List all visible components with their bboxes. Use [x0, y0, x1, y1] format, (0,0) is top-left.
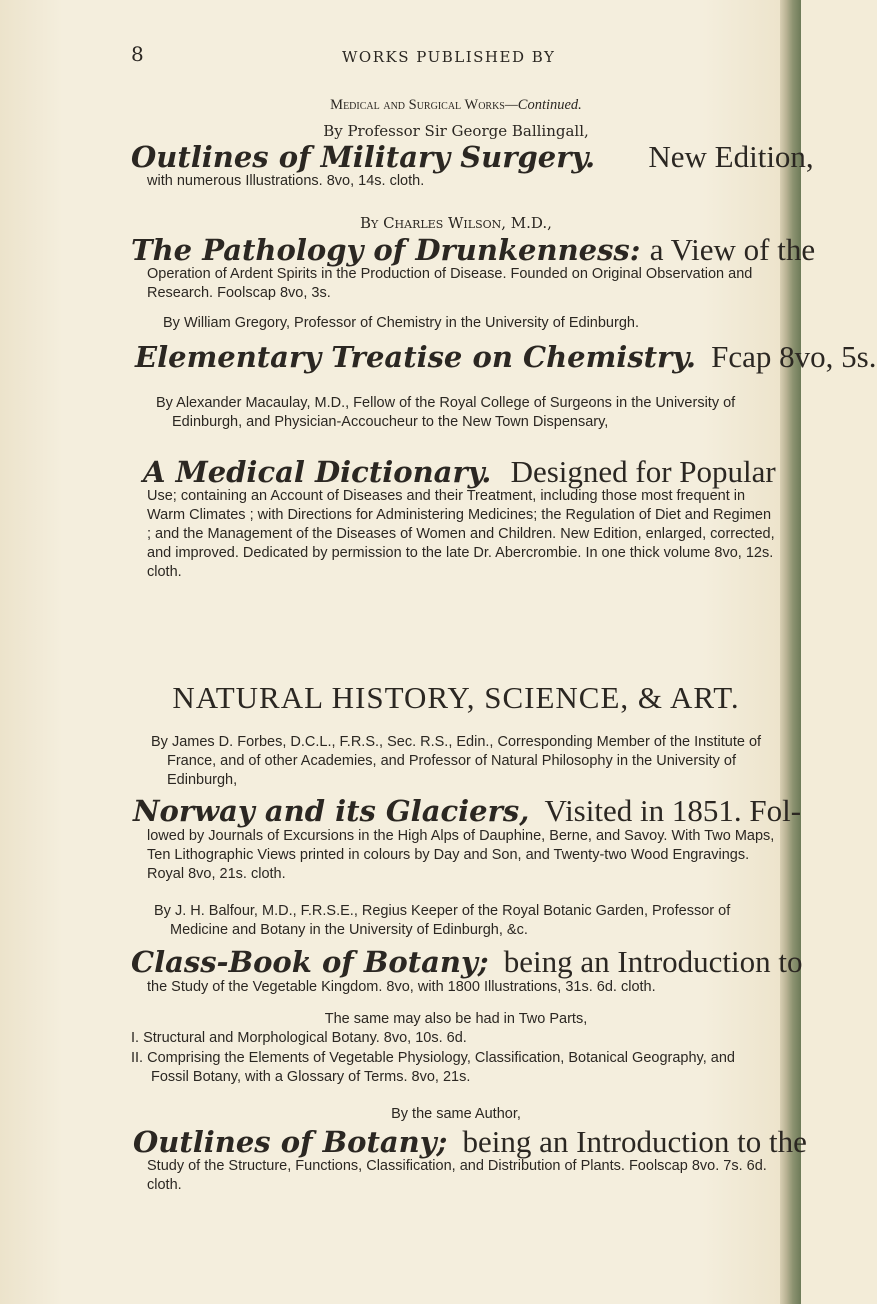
entry-title: Class-Book of Botany; being an Introduction to [131, 944, 803, 979]
running-head: WORKS PUBLISHED BY [342, 48, 556, 66]
entry-title: Outlines of Military Surgery. New Edition, [131, 139, 814, 174]
entry-title: A Medical Dictionary. Designed for Popular [143, 454, 776, 489]
entry-description: the Study of the Vegetable Kingdom. 8vo, with 1800 Illustrations, 31s. 6d. cloth. [147, 979, 656, 995]
parts-list [131, 1029, 771, 1087]
entry-description: Study of the Structure, Functions, Classification, and Distribution of Plants. Foolscap 8vo. 7s. 6d. cloth. [147, 1158, 767, 1193]
section-heading-natural-history: NATURAL HISTORY, SCIENCE, & ART. [172, 680, 740, 715]
page-header [0, 42, 780, 72]
entry-description: Operation of Ardent Spirits in the Production of Disease. Founded on Original Observation and Research. Foolscap 8vo, 3s. [147, 266, 753, 301]
entry-description: with numerous Illustrations. 8vo, 14s. cloth. [147, 173, 425, 189]
entry-author: By Alexander Macaulay, M.D., Fellow of the Royal College of Surgeons in the University of Edinburgh, and Physician-Accoucheur to the New Town Dispensary, [156, 395, 736, 430]
same-author-note: By the same Author, [391, 1106, 521, 1122]
entry-author: By William Gregory, Professor of Chemistry in the University of Edinburgh. [163, 315, 639, 331]
section-heading-medical: Medical and Surgical Works—Continued. [330, 97, 582, 113]
entry-description: Use; containing an Account of Diseases and their Treatment, including those most frequent in Warm Climates ; with Directions for Administering Medicines; the Regulation of Diet and Regimen ; and the Management of the Diseases of Women and Children. New Edition, enlarged, corrected, and improved. Dedicated by permission to the late Dr. Abercrombie. In one thick volume 8vo, 12s. cloth. [147, 488, 775, 580]
entry-title: Norway and its Glaciers, Visited in 1851. Fol- [133, 793, 802, 828]
entry-author: By Professor Sir George Ballingall, [323, 122, 589, 140]
entry-author: By James D. Forbes, D.C.L., F.R.S., Sec. R.S., Edin., Corresponding Member of the Institute of France, and of other Academies, and Professor of Natural Philosophy in the University of Edinburgh, [151, 734, 762, 788]
list-item: II. Comprising the Elements of Vegetable Physiology, Classification, Botanical Geography, and Fossil Botany, with a Glossary of Terms. 8vo, 21s. [131, 1050, 735, 1085]
list-item: I. Structural and Morphological Botany. 8vo, 10s. 6d. [131, 1030, 467, 1046]
entry-description: lowed by Journals of Excursions in the High Alps of Dauphine, Berne, and Savoy. With Two Maps, Ten Lithographic Views printed in colours by Day and Son, and Twenty-two Wood Engravings. Royal 8vo, 21s. cloth. [147, 828, 775, 882]
parts-intro: The same may also be had in Two Parts, [324, 1011, 588, 1027]
entry-author: By Charles Wilson, M.D., [360, 214, 552, 232]
page-edge [780, 0, 801, 1304]
entry-title: The Pathology of Drunkenness: a View of the [131, 232, 816, 267]
page-number: 8 [131, 42, 144, 66]
entry-author: By J. H. Balfour, M.D., F.R.S.E., Regius Keeper of the Royal Botanic Garden, Professor of Medicine and Botany in the University of Edinburgh, &c. [154, 903, 731, 938]
entry-title: Elementary Treatise on Chemistry. Fcap 8vo, 5s. [135, 339, 877, 374]
entry-title: Outlines of Botany; being an Introduction to the [133, 1124, 807, 1159]
